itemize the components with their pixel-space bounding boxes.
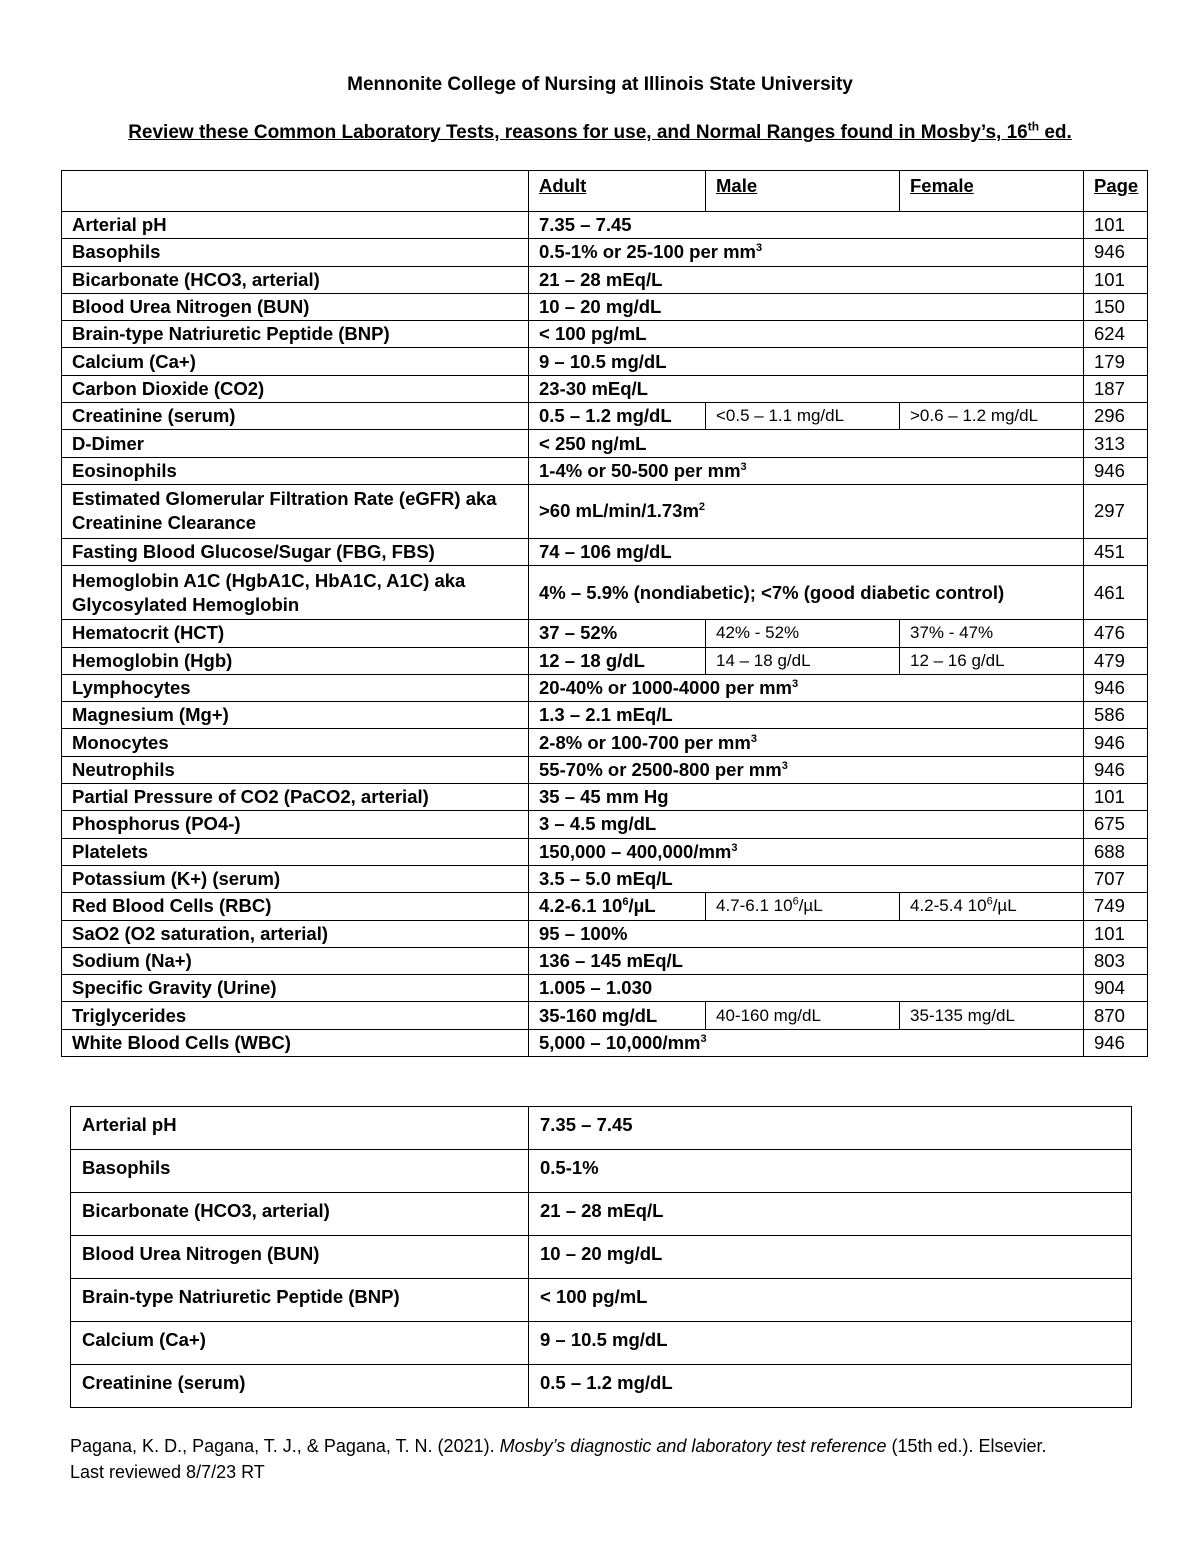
table-row	[62, 403, 1148, 430]
header-adult: Adult	[529, 171, 706, 212]
page-number: 101	[1084, 266, 1148, 293]
test-name: Specific Gravity (Urine)	[62, 975, 529, 1002]
practice-test: Bicarbonate (HCO3, arterial)	[71, 1193, 529, 1236]
range-value: 4% – 5.9% (nondiabetic); <7% (good diabetic control)	[539, 581, 1005, 603]
table-row	[62, 484, 1148, 538]
header-test	[62, 171, 529, 212]
test-name: Platelets	[62, 838, 529, 865]
adult-value: 37 – 52%	[539, 622, 618, 644]
table-row	[62, 1029, 1148, 1056]
test-name: Blood Urea Nitrogen (BUN)	[62, 293, 529, 320]
range-value: 1.005 – 1.030	[539, 977, 653, 999]
normal-range	[529, 538, 1084, 565]
page-number: 707	[1084, 865, 1148, 892]
range-value: 5,000 – 10,000/mm	[539, 1031, 701, 1053]
table-row	[62, 457, 1148, 484]
table-row	[62, 212, 1148, 239]
range-value: 1-4% or 50-500 per mm	[539, 459, 741, 481]
page-number: 675	[1084, 811, 1148, 838]
female-value: 37% - 47%	[910, 623, 994, 643]
header-page: Page	[1084, 171, 1148, 212]
normal-range	[529, 484, 1084, 538]
practice-row	[71, 1236, 1132, 1279]
male-cell	[706, 1002, 900, 1029]
page-number: 451	[1084, 538, 1148, 565]
page-number: 946	[1084, 457, 1148, 484]
table-row	[62, 865, 1148, 892]
test-name: White Blood Cells (WBC)	[62, 1029, 529, 1056]
adult-sup: 6	[622, 896, 629, 909]
practice-row	[71, 1279, 1132, 1322]
page-number: 479	[1084, 647, 1148, 674]
range-value: 136 – 145 mEq/L	[539, 949, 683, 971]
male-cell	[706, 403, 900, 430]
practice-value: 0.5 – 1.2 mg/dL	[529, 1365, 1132, 1408]
adult-value: 35-160 mg/dL	[539, 1004, 658, 1026]
female-value: 12 – 16 g/dL	[910, 650, 1005, 670]
adult-unit: /µL	[628, 895, 656, 917]
female-value: >0.6 – 1.2 mg/dL	[910, 406, 1039, 426]
page-number: 870	[1084, 1002, 1148, 1029]
range-value: 3.5 – 5.0 mEq/L	[539, 868, 673, 890]
table-row	[62, 430, 1148, 457]
table-row	[62, 674, 1148, 701]
normal-range	[529, 348, 1084, 375]
range-sup: 3	[700, 1032, 707, 1045]
range-value: 9 – 10.5 mg/dL	[539, 350, 667, 372]
practice-test: Arterial pH	[71, 1107, 529, 1150]
subtitle-sup: th	[1027, 119, 1040, 134]
normal-range	[529, 729, 1084, 756]
page-number: 101	[1084, 920, 1148, 947]
range-value: 55-70% or 2500-800 per mm	[539, 758, 782, 780]
practice-test: Calcium (Ca+)	[71, 1322, 529, 1365]
range-value: 2-8% or 100-700 per mm	[539, 731, 751, 753]
practice-value: 7.35 – 7.45	[529, 1107, 1132, 1150]
adult-value: 12 – 18 g/dL	[539, 649, 645, 671]
table-header-row	[62, 171, 1148, 212]
male-value: <0.5 – 1.1 mg/dL	[716, 406, 845, 426]
test-name: Lymphocytes	[62, 674, 529, 701]
table-row	[62, 1002, 1148, 1029]
male-value: 4.7-6.1 10	[716, 896, 793, 916]
table-row	[62, 375, 1148, 402]
page-number: 904	[1084, 975, 1148, 1002]
adult-cell	[529, 1002, 706, 1029]
female-value: 4.2-5.4 10	[910, 896, 987, 916]
footer	[70, 1433, 1047, 1485]
adult-value: 0.5 – 1.2 mg/dL	[539, 405, 672, 427]
test-name: Potassium (K+) (serum)	[62, 865, 529, 892]
practice-table	[70, 1106, 1132, 1408]
practice-value: 0.5-1%	[529, 1150, 1132, 1193]
header-female: Female	[900, 171, 1084, 212]
practice-test: Brain-type Natriuretic Peptide (BNP)	[71, 1279, 529, 1322]
page-subtitle	[0, 120, 1200, 146]
range-value: < 250 ng/mL	[539, 432, 647, 454]
range-value: >60 mL/min/1.73m	[539, 500, 699, 522]
page-number: 461	[1084, 566, 1148, 620]
page-number: 101	[1084, 784, 1148, 811]
lab-values-table	[61, 170, 1148, 1057]
practice-value: 10 – 20 mg/dL	[529, 1236, 1132, 1279]
female-cell	[900, 893, 1084, 920]
range-value: 150,000 – 400,000/mm	[539, 840, 732, 862]
female-cell	[900, 620, 1084, 647]
test-name: Basophils	[62, 239, 529, 266]
normal-range	[529, 212, 1084, 239]
page-number: 296	[1084, 403, 1148, 430]
practice-row	[71, 1150, 1132, 1193]
male-sup: 6	[792, 895, 799, 908]
test-name: D-Dimer	[62, 430, 529, 457]
test-name: Eosinophils	[62, 457, 529, 484]
normal-range	[529, 321, 1084, 348]
normal-range	[529, 566, 1084, 620]
practice-test: Basophils	[71, 1150, 529, 1193]
table-row	[62, 920, 1148, 947]
practice-row	[71, 1107, 1132, 1150]
normal-range	[529, 457, 1084, 484]
table-row	[62, 538, 1148, 565]
test-name: Brain-type Natriuretic Peptide (BNP)	[62, 321, 529, 348]
range-value: 10 – 20 mg/dL	[539, 296, 662, 318]
page-number: 946	[1084, 1029, 1148, 1056]
page-number: 946	[1084, 756, 1148, 783]
page-number: 749	[1084, 893, 1148, 920]
range-value: 74 – 106 mg/dL	[539, 541, 672, 563]
range-sup: 3	[750, 732, 757, 745]
test-name: Estimated Glomerular Filtration Rate (eGFR) aka Creatinine Clearance	[62, 484, 529, 538]
normal-range	[529, 293, 1084, 320]
normal-range	[529, 375, 1084, 402]
normal-range	[529, 430, 1084, 457]
range-value: 0.5-1% or 25-100 per mm	[539, 241, 756, 263]
normal-range	[529, 838, 1084, 865]
adult-cell	[529, 893, 706, 920]
test-name: Fasting Blood Glucose/Sugar (FBG, FBS)	[62, 538, 529, 565]
range-value: 3 – 4.5 mg/dL	[539, 813, 657, 835]
range-sup: 3	[791, 677, 799, 690]
table-row	[62, 947, 1148, 974]
table-row	[62, 702, 1148, 729]
subtitle-text: Review these Common Laboratory Tests, reasons for use, and Normal Ranges found in Mosby’s, 16	[128, 122, 1028, 143]
citation-before: Pagana, K. D., Pagana, T. J., & Pagana, T. N. (2021).	[70, 1436, 500, 1456]
citation-after: (15th ed.). Elsevier.	[886, 1436, 1047, 1456]
range-sup: 3	[755, 242, 763, 255]
practice-value: 21 – 28 mEq/L	[529, 1193, 1132, 1236]
practice-row	[71, 1365, 1132, 1408]
test-name: Triglycerides	[62, 1002, 529, 1029]
page-number: 586	[1084, 702, 1148, 729]
citation-title: Mosby’s diagnostic and laboratory test reference	[499, 1436, 887, 1456]
male-cell	[706, 893, 900, 920]
normal-range	[529, 1029, 1084, 1056]
page-number: 624	[1084, 321, 1148, 348]
practice-test: Creatinine (serum)	[71, 1365, 529, 1408]
practice-value: < 100 pg/mL	[529, 1279, 1132, 1322]
page-number: 803	[1084, 947, 1148, 974]
page-number: 179	[1084, 348, 1148, 375]
table-row	[62, 784, 1148, 811]
page-number: 476	[1084, 620, 1148, 647]
table-row	[62, 893, 1148, 920]
male-value: 42% - 52%	[716, 623, 800, 643]
table-row	[62, 321, 1148, 348]
table-row	[62, 647, 1148, 674]
normal-range	[529, 865, 1084, 892]
male-value: 40-160 mg/dL	[716, 1005, 821, 1025]
page-number: 946	[1084, 729, 1148, 756]
test-name: Hemoglobin A1C (HgbA1C, HbA1C, A1C) aka Glycosylated Hemoglobin	[62, 566, 529, 620]
test-name: Creatinine (serum)	[62, 403, 529, 430]
normal-range	[529, 784, 1084, 811]
table-row	[62, 566, 1148, 620]
test-name: Magnesium (Mg+)	[62, 702, 529, 729]
male-cell	[706, 620, 900, 647]
female-cell	[900, 403, 1084, 430]
female-sup: 6	[986, 895, 993, 908]
practice-row	[71, 1322, 1132, 1365]
table-row	[62, 239, 1148, 266]
table-row	[62, 975, 1148, 1002]
table-row	[62, 756, 1148, 783]
table-row	[62, 729, 1148, 756]
table-row	[62, 811, 1148, 838]
range-sup: 3	[740, 460, 747, 473]
page-number: 946	[1084, 239, 1148, 266]
normal-range	[529, 756, 1084, 783]
adult-cell	[529, 403, 706, 430]
normal-range	[529, 266, 1084, 293]
adult-cell	[529, 620, 706, 647]
test-name: Neutrophils	[62, 756, 529, 783]
range-sup: 2	[698, 501, 706, 514]
test-name: SaO2 (O2 saturation, arterial)	[62, 920, 529, 947]
table-row	[62, 838, 1148, 865]
range-value: 20-40% or 1000-4000 per mm	[539, 677, 792, 698]
page-number: 187	[1084, 375, 1148, 402]
test-name: Monocytes	[62, 729, 529, 756]
range-sup: 3	[731, 841, 738, 854]
test-name: Phosphorus (PO4-)	[62, 811, 529, 838]
range-value: 7.35 – 7.45	[539, 214, 632, 236]
test-name: Carbon Dioxide (CO2)	[62, 375, 529, 402]
test-name: Partial Pressure of CO2 (PaCO2, arterial)	[62, 784, 529, 811]
range-value: 35 – 45 mm Hg	[539, 786, 669, 808]
test-name: Bicarbonate (HCO3, arterial)	[62, 266, 529, 293]
page-number: 688	[1084, 838, 1148, 865]
table-row	[62, 266, 1148, 293]
normal-range	[529, 702, 1084, 729]
header-male: Male	[706, 171, 900, 212]
practice-row	[71, 1193, 1132, 1236]
page-number: 946	[1084, 674, 1148, 701]
female-cell	[900, 1002, 1084, 1029]
female-unit: /µL	[992, 896, 1017, 916]
normal-range	[529, 920, 1084, 947]
adult-value: 4.2-6.1 10	[539, 895, 623, 917]
table-row	[62, 620, 1148, 647]
page-title: Mennonite College of Nursing at Illinois State University	[347, 74, 853, 95]
normal-range	[529, 674, 1084, 701]
page-number: 313	[1084, 430, 1148, 457]
normal-range	[529, 947, 1084, 974]
adult-cell	[529, 647, 706, 674]
page-number: 150	[1084, 293, 1148, 320]
practice-value: 9 – 10.5 mg/dL	[529, 1322, 1132, 1365]
page-number: 101	[1084, 212, 1148, 239]
test-name: Arterial pH	[62, 212, 529, 239]
male-unit: /µL	[798, 896, 823, 916]
range-value: < 100 pg/mL	[539, 323, 647, 345]
range-value: 21 – 28 mEq/L	[539, 268, 663, 290]
male-cell	[706, 647, 900, 674]
test-name: Hematocrit (HCT)	[62, 620, 529, 647]
test-name: Sodium (Na+)	[62, 947, 529, 974]
practice-test: Blood Urea Nitrogen (BUN)	[71, 1236, 529, 1279]
range-value: 23-30 mEq/L	[539, 377, 648, 399]
male-value: 14 – 18 g/dL	[716, 650, 811, 670]
table-row	[62, 348, 1148, 375]
range-value: 1.3 – 2.1 mEq/L	[539, 704, 673, 726]
test-name: Calcium (Ca+)	[62, 348, 529, 375]
range-value: 95 – 100%	[539, 922, 628, 944]
subtitle-after: ed.	[1039, 122, 1072, 143]
normal-range	[529, 975, 1084, 1002]
test-name: Hemoglobin (Hgb)	[62, 647, 529, 674]
female-cell	[900, 647, 1084, 674]
test-name: Red Blood Cells (RBC)	[62, 893, 529, 920]
normal-range	[529, 239, 1084, 266]
female-value: 35-135 mg/dL	[910, 1005, 1015, 1025]
last-reviewed: Last reviewed 8/7/23 RT	[70, 1462, 265, 1482]
range-sup: 3	[781, 759, 788, 772]
page-number: 297	[1084, 484, 1148, 538]
normal-range	[529, 811, 1084, 838]
table-row	[62, 293, 1148, 320]
citation	[70, 1433, 1047, 1459]
